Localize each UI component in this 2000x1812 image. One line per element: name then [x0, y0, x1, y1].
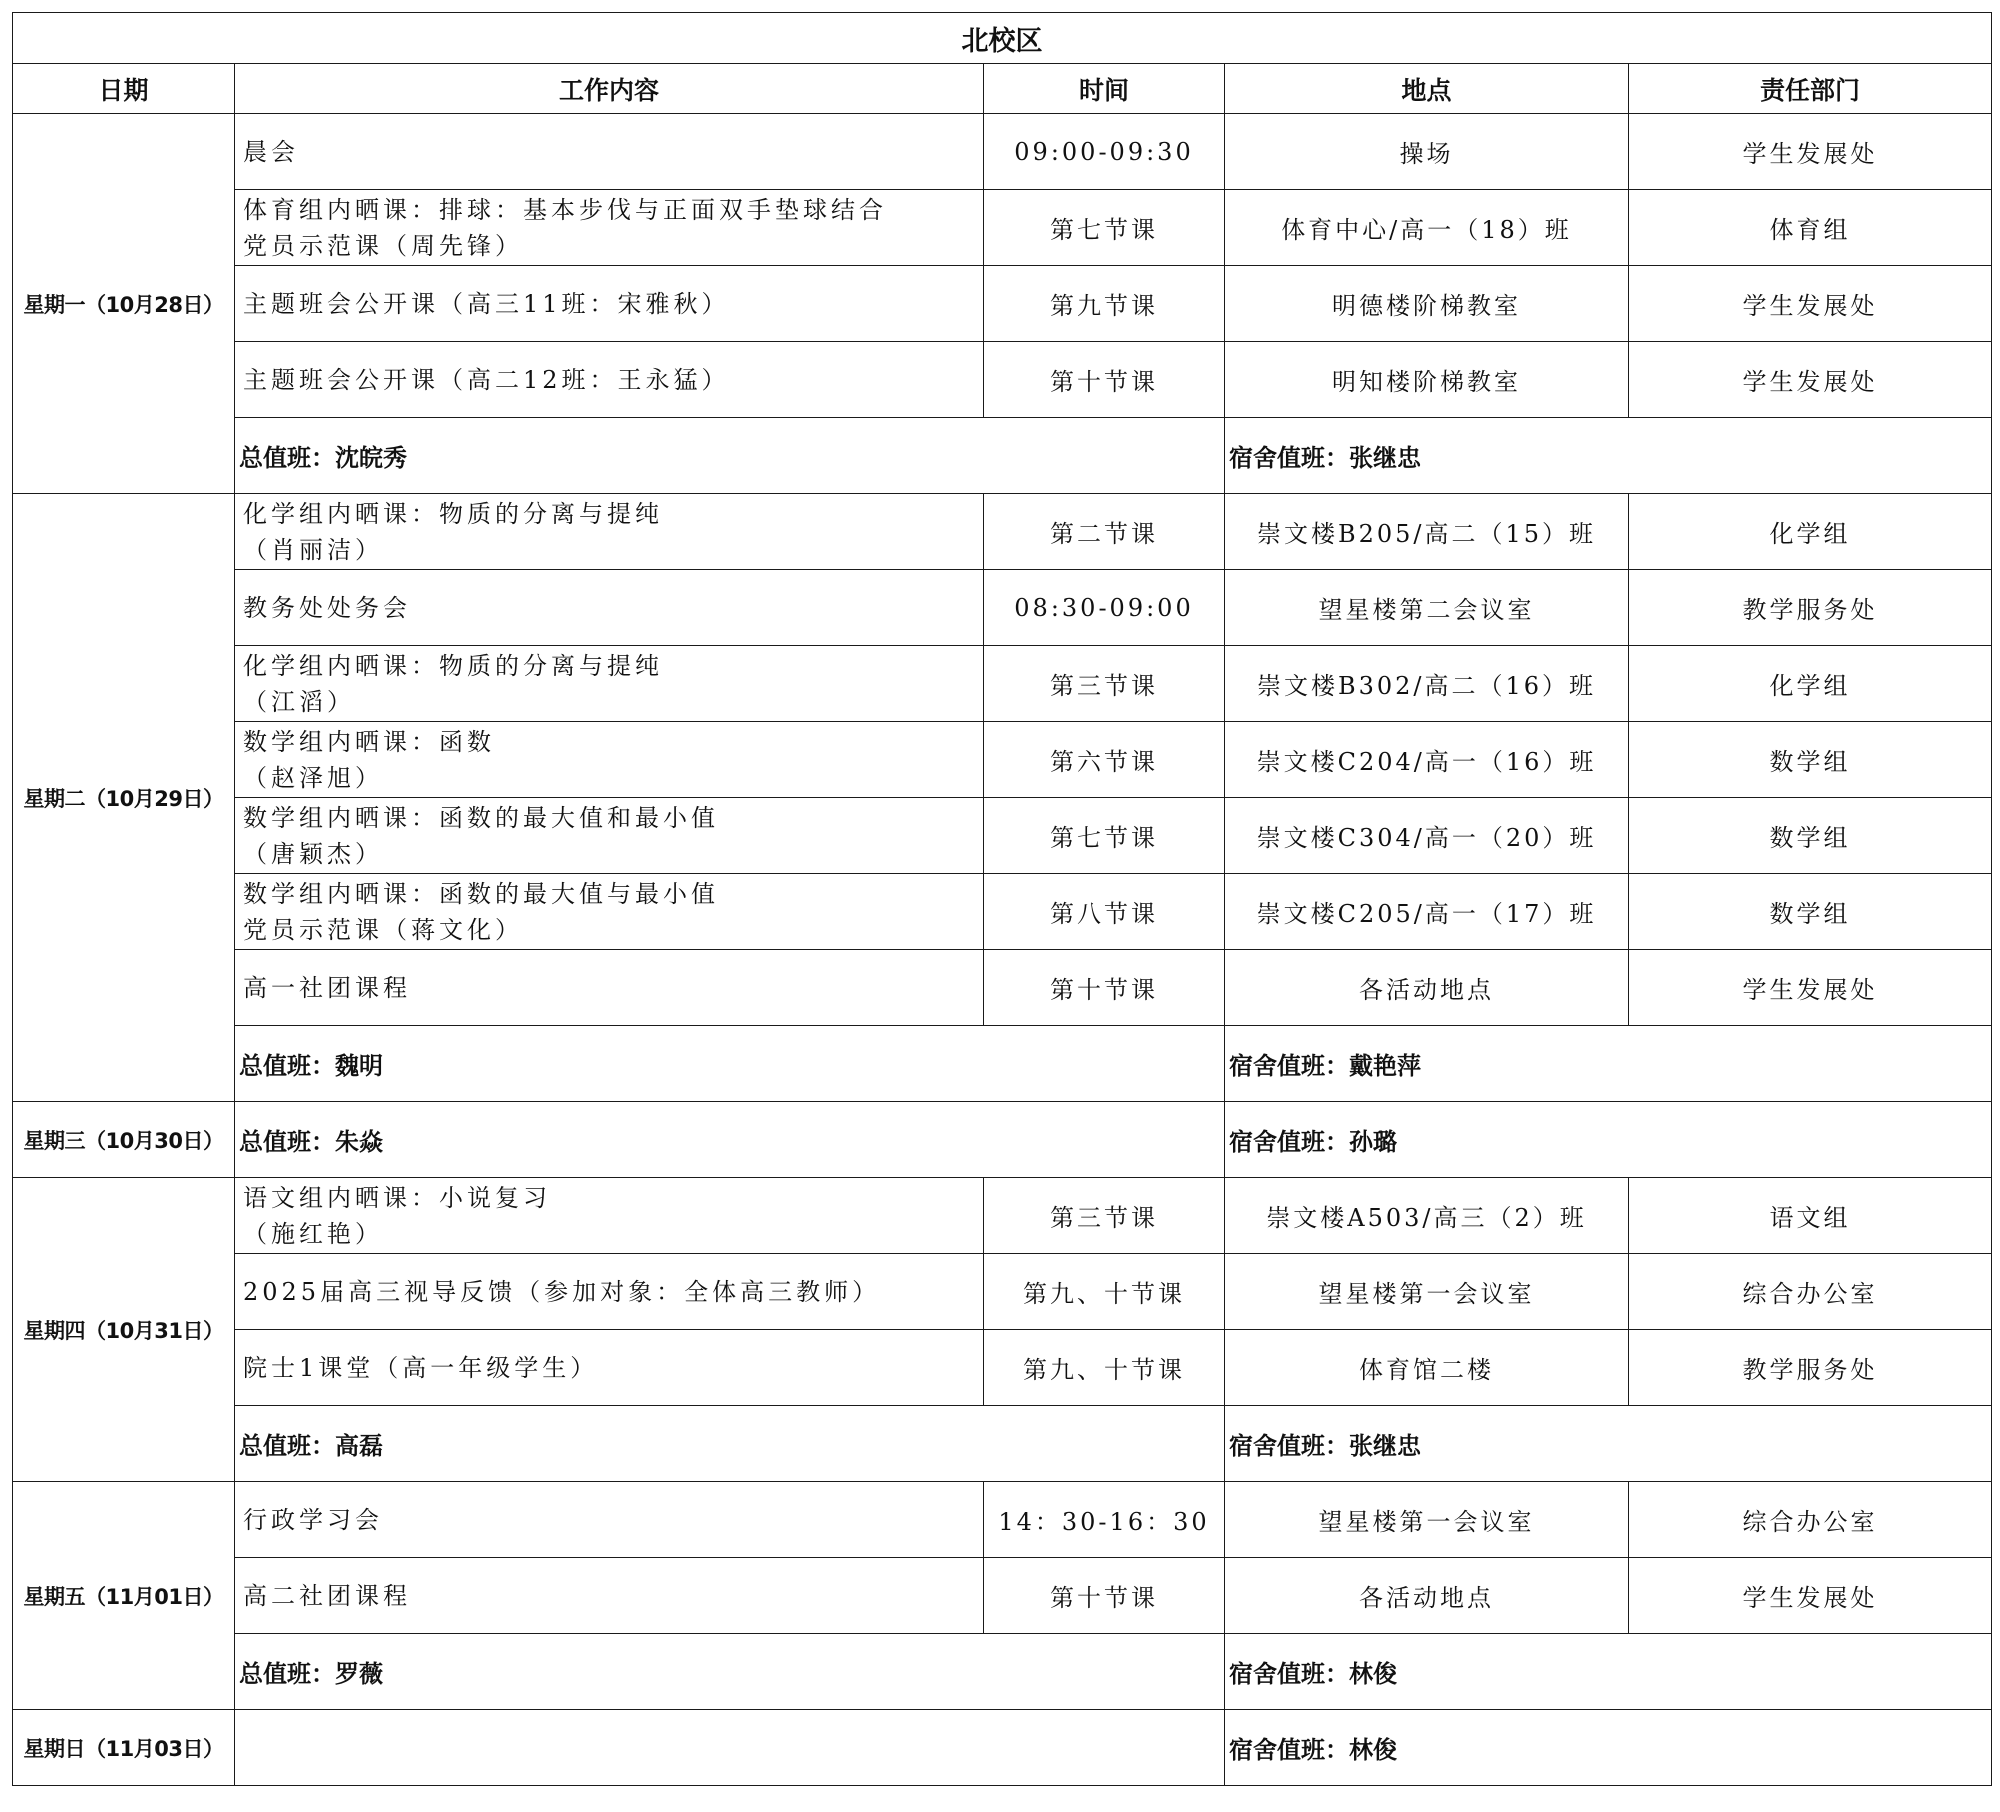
place-cell: 崇文楼C205/高一（17）班 [1225, 874, 1629, 950]
header-time: 时间 [984, 64, 1225, 114]
work-content-line: 2025届高三视导反馈（参加对象：全体高三教师） [243, 1277, 881, 1306]
time-cell: 第十节课 [984, 950, 1225, 1026]
day-date-cell: 星期一（10月28日） [13, 114, 235, 494]
work-content-cell [235, 190, 984, 266]
dept-cell: 数学组 [1629, 874, 1992, 950]
place-cell: 各活动地点 [1225, 1558, 1629, 1634]
table-row [13, 1482, 1992, 1558]
table-row [13, 798, 1992, 874]
time-cell: 08:30-09:00 [984, 570, 1225, 646]
place-cell: 崇文楼B302/高二（16）班 [1225, 646, 1629, 722]
table-row [13, 1254, 1992, 1330]
table-row [13, 266, 1992, 342]
time-cell: 第十节课 [984, 1558, 1225, 1634]
time-cell: 第九、十节课 [984, 1330, 1225, 1406]
dorm-duty-cell: 宿舍值班：戴艳萍 [1225, 1026, 1992, 1102]
table-row [13, 722, 1992, 798]
work-content-cell [235, 342, 984, 418]
work-content-line: （肖丽洁） [243, 535, 383, 564]
dept-cell: 学生发展处 [1629, 114, 1992, 190]
time-cell: 第六节课 [984, 722, 1225, 798]
dept-cell: 学生发展处 [1629, 950, 1992, 1026]
work-content-line: 数学组内晒课：函数 [243, 727, 495, 756]
work-content-line: 高一社团课程 [243, 973, 411, 1002]
work-content-line: （施红艳） [243, 1219, 383, 1248]
work-content-cell [235, 646, 984, 722]
work-content-line: 主题班会公开课（高二12班：王永猛） [243, 365, 730, 394]
work-content-cell [235, 1178, 984, 1254]
work-content-line: 行政学习会 [243, 1505, 383, 1534]
header-dept: 责任部门 [1629, 64, 1992, 114]
table-row [13, 1178, 1992, 1254]
duty-row [13, 418, 1992, 494]
place-cell: 望星楼第一会议室 [1225, 1254, 1629, 1330]
work-content-line: （赵泽旭） [243, 763, 383, 792]
work-content-line: 晨会 [243, 137, 299, 166]
dept-cell: 学生发展处 [1629, 266, 1992, 342]
header-place: 地点 [1225, 64, 1629, 114]
work-content-cell [235, 266, 984, 342]
dept-cell: 学生发展处 [1629, 1558, 1992, 1634]
work-content-line: 教务处处务会 [243, 593, 411, 622]
work-content-line: （江滔） [243, 687, 355, 716]
work-content-line: 主题班会公开课（高三11班：宋雅秋） [243, 289, 730, 318]
work-content-line: 数学组内晒课：函数的最大值和最小值 [243, 803, 719, 832]
schedule-body [13, 114, 1992, 1786]
work-content-cell [235, 950, 984, 1026]
time-cell: 第八节课 [984, 874, 1225, 950]
work-content-cell [235, 722, 984, 798]
time-cell: 第九、十节课 [984, 1254, 1225, 1330]
general-duty-cell: 总值班：罗薇 [235, 1634, 1225, 1710]
time-cell: 09:00-09:30 [984, 114, 1225, 190]
work-content-line: 数学组内晒课：函数的最大值与最小值 [243, 879, 719, 908]
duty-row [13, 1634, 1992, 1710]
place-cell: 望星楼第二会议室 [1225, 570, 1629, 646]
time-cell: 第十节课 [984, 342, 1225, 418]
work-content-line: 语文组内晒课：小说复习 [243, 1183, 551, 1212]
work-content-line: 化学组内晒课：物质的分离与提纯 [243, 499, 663, 528]
dept-cell: 综合办公室 [1629, 1254, 1992, 1330]
dorm-duty-cell: 宿舍值班：林俊 [1225, 1634, 1992, 1710]
dept-cell: 化学组 [1629, 494, 1992, 570]
dept-cell: 语文组 [1629, 1178, 1992, 1254]
duty-row [13, 1102, 1992, 1178]
table-row [13, 190, 1992, 266]
place-cell: 崇文楼C204/高一（16）班 [1225, 722, 1629, 798]
day-date-cell: 星期三（10月30日） [13, 1102, 235, 1178]
duty-row [13, 1406, 1992, 1482]
general-duty-cell [235, 1710, 1225, 1786]
work-content-line: 化学组内晒课：物质的分离与提纯 [243, 651, 663, 680]
dept-cell: 体育组 [1629, 190, 1992, 266]
time-cell: 第七节课 [984, 190, 1225, 266]
table-row [13, 646, 1992, 722]
dorm-duty-cell: 宿舍值班：孙璐 [1225, 1102, 1992, 1178]
place-cell: 明知楼阶梯教室 [1225, 342, 1629, 418]
work-content-line: 体育组内晒课：排球：基本步伐与正面双手垫球结合 [243, 195, 887, 224]
general-duty-cell: 总值班：朱焱 [235, 1102, 1225, 1178]
duty-row [13, 1710, 1992, 1786]
day-date-cell: 星期二（10月29日） [13, 494, 235, 1102]
table-row [13, 570, 1992, 646]
table-title: 北校区 [13, 13, 1992, 64]
dept-cell: 教学服务处 [1629, 1330, 1992, 1406]
place-cell: 崇文楼A503/高三（2）班 [1225, 1178, 1629, 1254]
place-cell: 崇文楼C304/高一（20）班 [1225, 798, 1629, 874]
table-row [13, 874, 1992, 950]
place-cell: 体育中心/高一（18）班 [1225, 190, 1629, 266]
general-duty-cell: 总值班：高磊 [235, 1406, 1225, 1482]
dorm-duty-cell: 宿舍值班：林俊 [1225, 1710, 1992, 1786]
duty-row [13, 1026, 1992, 1102]
place-cell: 各活动地点 [1225, 950, 1629, 1026]
work-content-cell [235, 1330, 984, 1406]
day-date-cell: 星期日（11月03日） [13, 1710, 235, 1786]
dept-cell: 数学组 [1629, 722, 1992, 798]
work-content-cell [235, 114, 984, 190]
general-duty-cell: 总值班：沈皖秀 [235, 418, 1225, 494]
dorm-duty-cell: 宿舍值班：张继忠 [1225, 418, 1992, 494]
time-cell: 第九节课 [984, 266, 1225, 342]
day-date-cell: 星期五（11月01日） [13, 1482, 235, 1710]
work-content-line: 院士1课堂（高一年级学生） [243, 1353, 599, 1382]
work-content-line: 党员示范课（蒋文化） [243, 915, 523, 944]
table-row [13, 1558, 1992, 1634]
place-cell: 望星楼第一会议室 [1225, 1482, 1629, 1558]
dept-cell: 数学组 [1629, 798, 1992, 874]
table-row [13, 494, 1992, 570]
header-date: 日期 [13, 64, 235, 114]
place-cell: 明德楼阶梯教室 [1225, 266, 1629, 342]
dept-cell: 综合办公室 [1629, 1482, 1992, 1558]
work-content-line: （唐颖杰） [243, 839, 383, 868]
general-duty-cell: 总值班：魏明 [235, 1026, 1225, 1102]
time-cell: 第三节课 [984, 646, 1225, 722]
time-cell: 第七节课 [984, 798, 1225, 874]
place-cell: 崇文楼B205/高二（15）班 [1225, 494, 1629, 570]
work-content-cell [235, 798, 984, 874]
work-content-cell [235, 874, 984, 950]
time-cell: 14：30-16：30 [984, 1482, 1225, 1558]
table-row [13, 1330, 1992, 1406]
day-date-cell: 星期四（10月31日） [13, 1178, 235, 1482]
dept-cell: 教学服务处 [1629, 570, 1992, 646]
place-cell: 体育馆二楼 [1225, 1330, 1629, 1406]
work-content-cell [235, 1558, 984, 1634]
work-content-line: 高二社团课程 [243, 1581, 411, 1610]
work-content-line: 党员示范课（周先锋） [243, 231, 523, 260]
dept-cell: 化学组 [1629, 646, 1992, 722]
table-row [13, 950, 1992, 1026]
table-row [13, 114, 1992, 190]
place-cell: 操场 [1225, 114, 1629, 190]
work-content-cell [235, 1254, 984, 1330]
dept-cell: 学生发展处 [1629, 342, 1992, 418]
work-content-cell [235, 494, 984, 570]
time-cell: 第三节课 [984, 1178, 1225, 1254]
schedule-table [12, 12, 1992, 1786]
dorm-duty-cell: 宿舍值班：张继忠 [1225, 1406, 1992, 1482]
header-content: 工作内容 [235, 64, 984, 114]
table-row [13, 342, 1992, 418]
time-cell: 第二节课 [984, 494, 1225, 570]
work-content-cell [235, 1482, 984, 1558]
work-content-cell [235, 570, 984, 646]
